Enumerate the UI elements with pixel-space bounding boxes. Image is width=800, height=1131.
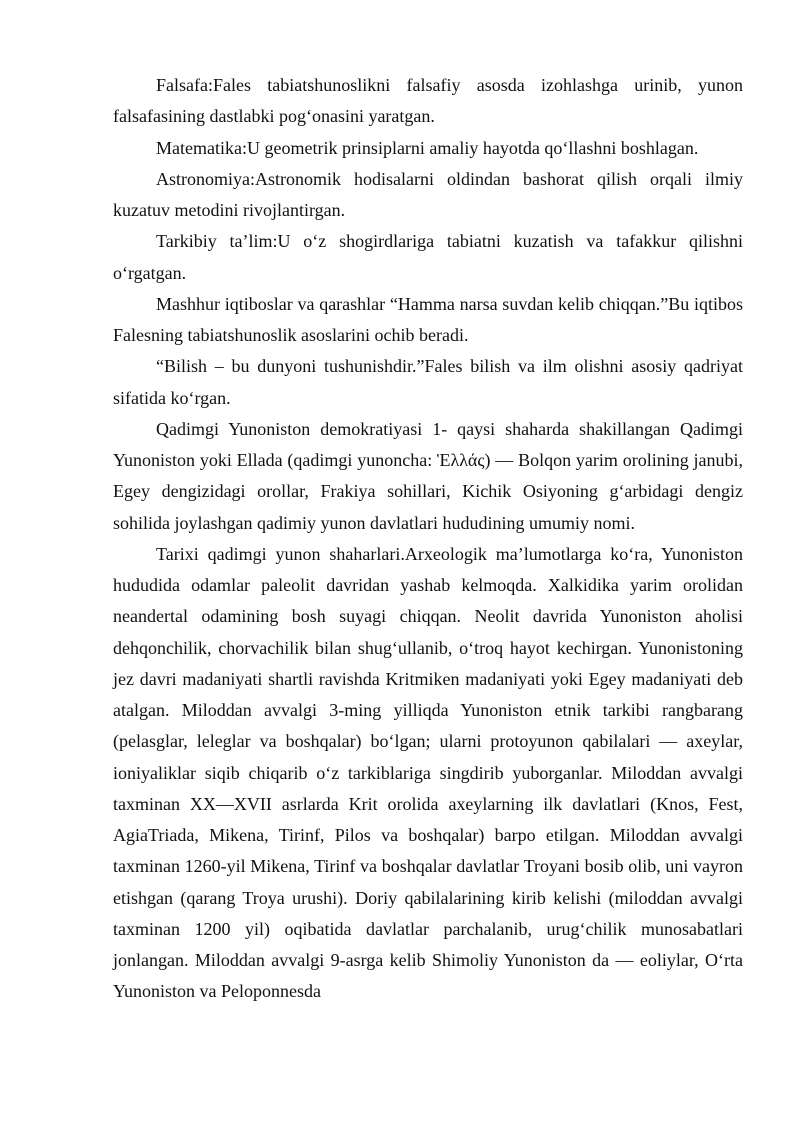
paragraph-matematika: Matematika:U geometrik prinsiplarni amaliy hayotda qo‘llashni boshlagan. bbox=[156, 137, 699, 158]
body-text bbox=[113, 70, 743, 1008]
paragraph-iqtiboslar: Mashhur iqtiboslar va qarashlar “Hamma narsa suvdan kelib chiqqan.”Bu iqtibos Falesning tabiatshunoslik asoslarini ochib beradi. bbox=[113, 293, 743, 345]
paragraph-tarkibiy-talim: Tarkibiy ta’lim:U o‘z shogirdlariga tabiatni kuzatish va tafakkur qilishni o‘rgatgan. bbox=[113, 231, 743, 283]
paragraph-demokratiya: Qadimgi Yunoniston demokratiyasi 1- qaysi shaharda shakillangan Qadimgi Yunoniston yoki Ellada (qadimgi yunoncha: Ἑλλάς) — Bolqon yarim orolining janubi, Egey dengizidagi orollar, Frakiya sohillari, Kichik Osiyoning g‘arbidagi dengiz sohilida joylashgan qadimiy yunon davlatlari hududining umumiy nomi. bbox=[113, 418, 743, 533]
paragraph-tarixi: Tarixi qadimgi yunon shaharlari.Arxeologik ma’lumotlarga ko‘ra, Yunoniston hududida odamlar paleolit davridan yashab kelmoqda. Xalkidika yarim orolidan neandertal odamining bosh suyagi chiqqan. Neolit davrida Yunoniston aholisi dehqonchilik, chorvachilik bilan shug‘ullanib, o‘troq hayot kechirgan. Yunonistoning jez davri madaniyati shartli ravishda Kritmiken madaniyati yoki Egey madaniyati deb atalgan. Miloddan avvalgi 3-ming yilliqda Yunoniston etnik tarkibi rangbarang (pelasglar, leleglar va boshqalar) bo‘lgan; ularni protoyunon qabilalari — axeylar, ioniyaliklar siqib chiqarib o‘z tarkiblariga singdirib yuborganlar. Miloddan avvalgi taxminan XX—XVII asrlarda Krit orolida axeylarning ilk davlatlari (Knos, Fest, AgiaTriada, Mikena, Tirinf, Pilos va boshqalar) barpo etilgan. Miloddan avvalgi taxminan 1260-yil Mikena, Tirinf va boshqalar davlatlar Troyani bosib olib, uni vayron etishgan (qarang Troya urushi). Doriy qabilalarining kirib kelishi (miloddan avvalgi taxminan 1200 yil) oqibatida davlatlar parchalanib, urug‘chilik munosabatlari jonlangan. Miloddan avvalgi 9-asrga kelib Shimoliy Yunoniston da — eoliylar, O‘rta Yunoniston va Peloponnesda bbox=[113, 543, 743, 1002]
paragraph-bilish: “Bilish – bu dunyoni tushunishdir.”Fales bilish va ilm olishni asosiy qadriyat sifatida ko‘rgan. bbox=[113, 356, 743, 408]
paragraph-astronomiya: Astronomiya:Astronomik hodisalarni oldindan bashorat qilish orqali ilmiy kuzatuv metodini rivojlantirgan. bbox=[113, 168, 743, 220]
paragraph-falsafa: Falsafa:Fales tabiatshunoslikni falsafiy asosda izohlashga urinib, yunon falsafasining dastlabki pog‘onasini yaratgan. bbox=[113, 75, 743, 127]
